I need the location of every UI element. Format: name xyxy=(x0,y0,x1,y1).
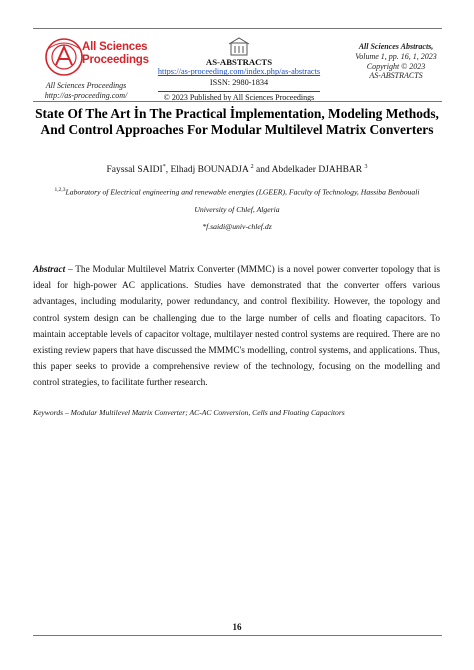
publisher-copyright: © 2023 Published by All Sciences Proceedings xyxy=(163,93,315,103)
author-2-mark: 2 xyxy=(250,164,254,170)
proceedings-name: All Sciences Proceedings xyxy=(45,81,127,90)
affiliation-mark: 1,2,3 xyxy=(54,187,66,193)
conference-emblem-icon xyxy=(228,37,250,57)
affiliation-text: Laboratory of Electrical engineering and renewable energies (LGEER), Faculty of Technology, Hassiba Benbouali xyxy=(65,187,420,197)
logo-wordmark xyxy=(82,41,149,67)
header-right-block xyxy=(344,42,448,81)
author-3: Abdelkader DJAHBAR xyxy=(271,165,363,176)
abstract xyxy=(33,262,440,392)
proceedings-url-link[interactable]: http://as-proceeding.com/ xyxy=(44,90,128,100)
header-left-subtitle xyxy=(30,81,142,100)
journal-abbrev: AS-ABSTRACTS xyxy=(369,71,423,81)
author-list xyxy=(20,164,454,175)
volume-info: Volume 1, pp. 16, 1, 2023 xyxy=(355,51,437,61)
university: University of Chlef, Algeria xyxy=(194,205,280,214)
author-separator-2: and xyxy=(253,165,272,176)
footer-rule xyxy=(33,635,442,636)
journal-name: All Sciences Abstracts, xyxy=(358,42,434,51)
series-title: AS-ABSTRACTS xyxy=(205,57,273,67)
center-divider xyxy=(158,91,320,92)
author-3-mark: 3 xyxy=(364,164,368,170)
author-2: Elhadj BOUNADJA xyxy=(170,165,249,176)
abstract-body: – The Modular Multilevel Matrix Converter (MMMC) is a novel power converter topology that is ideal for high-power AC applications. Studies have demonstrated that the converter offers various advantages, including modularity, power redundancy, and control flexibility. However, the topology and control system design can be challenging due to the large number of cells and floating capacitors. To maintain acceptable levels of capacitor voltage, multilayer nested control systems are required. There are no existing review papers that have discussed the MMMC's modelling, control systems, and applications. Thus, this paper seeks to provide a comprehensive review of the technology, focusing on the modelling and control strategies, to facilitate further research. xyxy=(33,265,440,389)
header-center-block xyxy=(150,57,328,104)
header-top-rule xyxy=(33,28,442,29)
author-separator-1: , xyxy=(165,165,171,176)
affiliation xyxy=(20,186,454,197)
issn: ISSN: 2980-1834 xyxy=(209,77,269,87)
header-bottom-rule xyxy=(33,101,442,102)
paper-title: State Of The Art İn The Practical İmplementation, Modeling Methods, And Control Approaches For Modular Multilevel Matrix Converters xyxy=(35,106,439,137)
author-1: Fayssal SAIDI xyxy=(106,165,163,176)
keywords: Keywords – Modular Multilevel Matrix Converter; AC-AC Conversion, Cells and Floating Capacitors xyxy=(33,408,345,417)
logo-line-2: Proceedings xyxy=(82,54,149,66)
page-number: 16 xyxy=(232,622,242,632)
author-1-mark: * xyxy=(162,164,166,170)
right-copyright: Copyright © 2023 xyxy=(366,61,426,71)
logo-line-1: All Sciences xyxy=(82,41,148,53)
abstract-label: Abstract xyxy=(33,265,66,275)
series-url-link[interactable]: https://as-proceeding.com/index.php/as-abstracts xyxy=(157,67,321,77)
corresponding-email[interactable]: *f.saidi@univ-chlef.dz xyxy=(202,222,272,231)
